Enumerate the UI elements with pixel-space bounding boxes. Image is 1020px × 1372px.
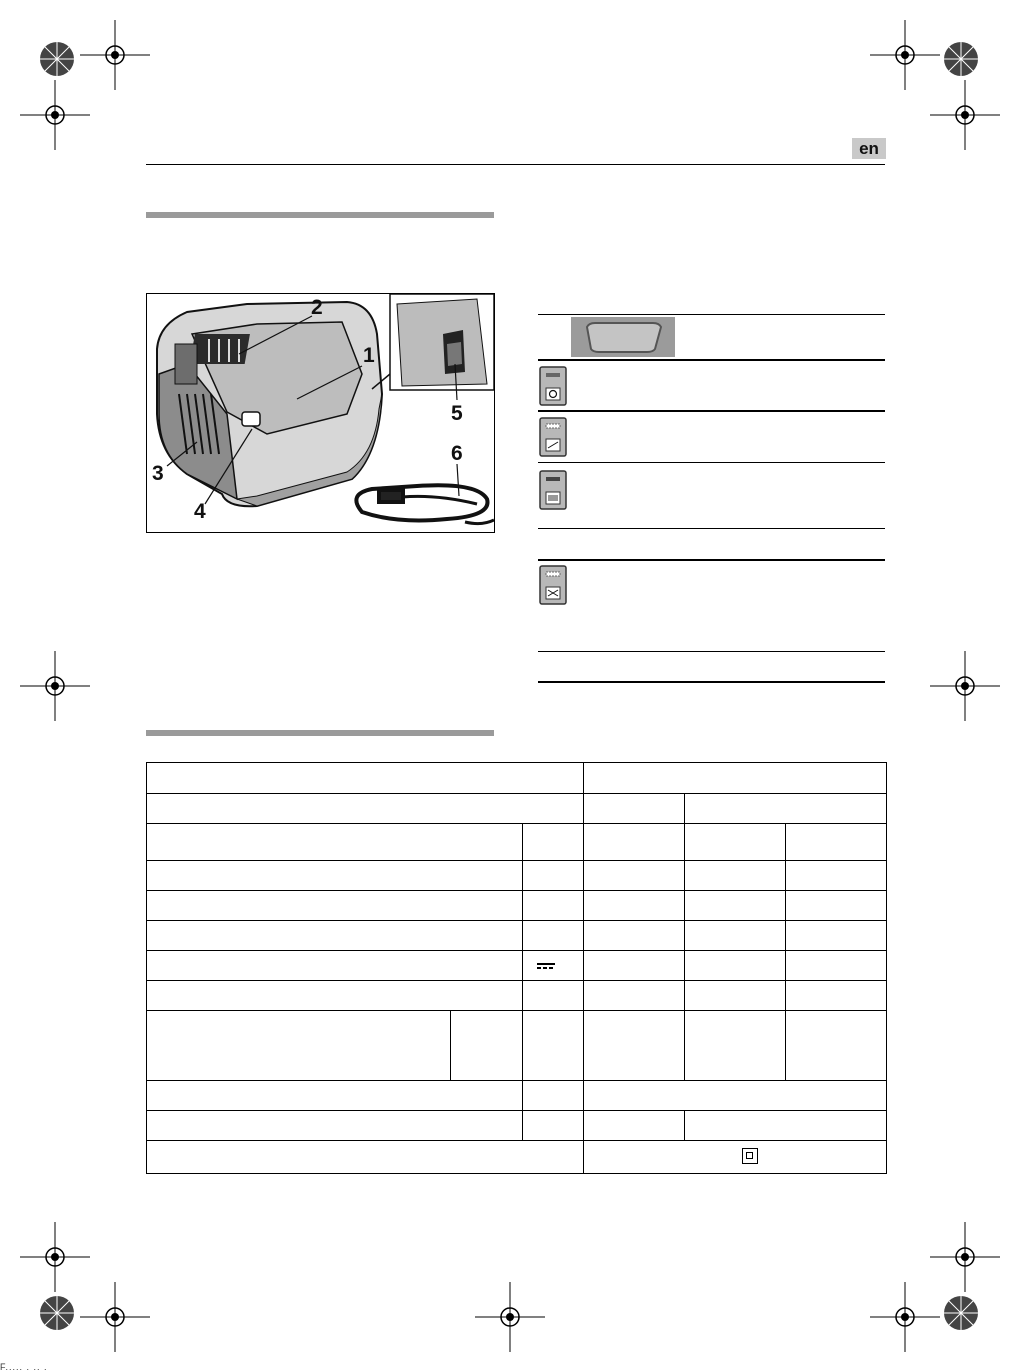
- registration-crosshair-left-middle: [20, 651, 90, 721]
- table-cell: [584, 1111, 685, 1141]
- table-row: [147, 1081, 887, 1111]
- table-cell: [147, 861, 523, 891]
- table-cell: [685, 981, 786, 1011]
- table-cell: [451, 1011, 523, 1081]
- table-cell: [523, 1011, 584, 1081]
- callout-label-3: 3: [152, 462, 164, 485]
- language-tag: en: [852, 138, 886, 159]
- cable-socket-inset: [390, 294, 494, 390]
- table-cell: [147, 1081, 523, 1111]
- table-row: [147, 1141, 887, 1174]
- table-cell: [523, 1111, 584, 1141]
- table-cell: [584, 1011, 685, 1081]
- table-cell: [523, 981, 584, 1011]
- header-rule: [146, 164, 885, 165]
- table-cell: [147, 1111, 523, 1141]
- table-cell: [147, 1141, 584, 1174]
- callout-label-5: 5: [451, 402, 463, 425]
- indicator-row-rule-2: [538, 410, 885, 412]
- table-cell: [685, 861, 786, 891]
- registration-crosshair-bottom-center: [475, 1282, 545, 1352]
- led-full-icon: [539, 470, 567, 510]
- table-cell: [523, 1081, 584, 1111]
- technical-data-table: [146, 762, 887, 1174]
- protection-class-ii-icon: [742, 1148, 758, 1164]
- indicator-table-bottom-rule: [538, 681, 885, 683]
- table-cell: [147, 794, 584, 824]
- table-cell: [685, 1111, 887, 1141]
- charger-body-illustration: [157, 302, 382, 506]
- power-cable-illustration: [356, 485, 494, 523]
- table-cell: [786, 824, 887, 861]
- table-cell: [685, 794, 887, 824]
- table-cell: [786, 951, 887, 981]
- table-cell: [523, 824, 584, 861]
- table-cell: [584, 861, 685, 891]
- registration-crosshair-right-upper: [930, 80, 1000, 150]
- registration-crosshair-right-middle: [930, 651, 1000, 721]
- table-cell: [786, 921, 887, 951]
- footer-cutoff-text: F..... . .. .: [0, 1362, 48, 1372]
- table-row: [147, 763, 887, 794]
- table-cell: [584, 824, 685, 861]
- dc-current-icon: [537, 961, 555, 971]
- table-cell: [685, 921, 786, 951]
- table-cell: [147, 951, 523, 981]
- table-row: [147, 861, 887, 891]
- section-bar-lower: [146, 730, 494, 736]
- table-cell: [685, 891, 786, 921]
- table-cell: [147, 891, 523, 921]
- table-cell: [786, 981, 887, 1011]
- callout-label-1: 1: [363, 344, 375, 367]
- led-reference-photo: [571, 317, 675, 357]
- table-row: [147, 981, 887, 1011]
- table-cell: [786, 1011, 887, 1081]
- table-row: [147, 891, 887, 921]
- indicator-row-rule-6: [538, 651, 885, 652]
- table-cell: [584, 891, 685, 921]
- table-cell: [147, 981, 523, 1011]
- table-cell: [147, 824, 523, 861]
- table-cell: [523, 861, 584, 891]
- table-cell: [584, 921, 685, 951]
- indicator-table-top-rule: [538, 314, 885, 315]
- table-cell: [523, 921, 584, 951]
- table-cell: [147, 1011, 451, 1081]
- indicator-row-rule-3: [538, 462, 885, 463]
- table-cell: [584, 1141, 887, 1174]
- table-cell: [786, 891, 887, 921]
- table-cell: [523, 891, 584, 921]
- table-cell: [584, 981, 685, 1011]
- registration-sunburst-bottom-right: [926, 1278, 996, 1348]
- table-row: [147, 1111, 887, 1141]
- registration-crosshair-bottom-left: [80, 1282, 150, 1352]
- table-row: [147, 1011, 887, 1081]
- registration-crosshair-top-left: [80, 20, 150, 90]
- section-bar-upper: [146, 212, 494, 218]
- indicator-row-rule-1: [538, 359, 885, 361]
- table-cell: [584, 951, 685, 981]
- table-row: [147, 921, 887, 951]
- table-cell: [147, 921, 523, 951]
- indicator-row-rule-4: [538, 528, 885, 529]
- callout-label-2: 2: [311, 296, 323, 319]
- led-fault-icon: [539, 565, 567, 605]
- registration-crosshair-left-upper: [20, 80, 90, 150]
- table-row: [147, 794, 887, 824]
- table-cell: [584, 763, 887, 794]
- callout-label-4: 4: [194, 500, 206, 523]
- table-cell: [523, 951, 584, 981]
- table-row: [147, 824, 887, 861]
- table-cell: [584, 1081, 887, 1111]
- table-cell: [786, 861, 887, 891]
- table-row: [147, 951, 887, 981]
- indicator-row-rule-5: [538, 559, 885, 561]
- table-cell: [685, 824, 786, 861]
- charger-figure: [146, 293, 495, 533]
- callout-label-6: 6: [451, 442, 463, 465]
- table-cell: [685, 1011, 786, 1081]
- table-cell: [584, 794, 685, 824]
- led-charging-icon: [539, 417, 567, 457]
- table-cell: [147, 763, 584, 794]
- led-power-icon: [539, 366, 567, 406]
- table-cell: [685, 951, 786, 981]
